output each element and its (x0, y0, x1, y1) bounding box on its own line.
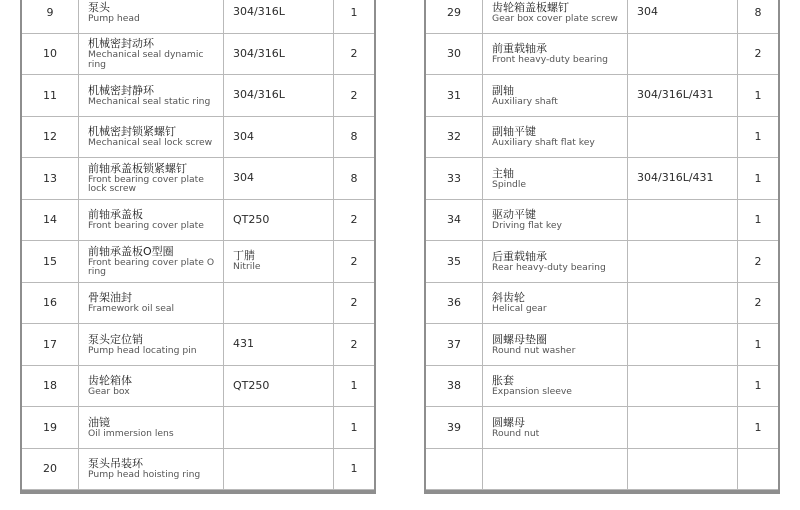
part-name-en: Pump head locating pin (88, 344, 197, 356)
part-name-zh: 泵头定位销 (88, 332, 143, 346)
part-name-en: Gear box (88, 386, 130, 397)
parts-table-right (426, 0, 778, 490)
material-cell (224, 282, 334, 324)
part-name-en: Mechanical seal lock screw (88, 137, 213, 148)
part-name-en: Pump head hoisting ring (88, 469, 201, 480)
part-name-zh: 圆螺母 (492, 415, 525, 429)
part-number-cell: 39 (426, 407, 483, 449)
quantity-cell: 1 (334, 0, 375, 33)
quantity-cell: 2 (334, 282, 375, 324)
part-name-zh: 前轴承盖板O型圈 (88, 244, 174, 258)
part-name-cell (483, 241, 628, 283)
part-name-cell (79, 324, 224, 366)
part-number-cell: 35 (426, 241, 483, 283)
part-name-en: Driving flat key (492, 220, 562, 231)
part-number-cell: 33 (426, 158, 483, 200)
part-name-cell (483, 158, 628, 200)
part-name-cell (79, 407, 224, 449)
table-row (22, 158, 374, 200)
material-cell (224, 0, 334, 33)
part-name-zh: 后重载轴承 (492, 249, 547, 263)
table-row (426, 407, 778, 449)
part-name-zh: 主轴 (492, 166, 514, 180)
quantity-cell: 1 (738, 365, 779, 407)
material-cell (224, 241, 334, 283)
material-cell (224, 365, 334, 407)
part-name-zh: 齿轮箱体 (88, 374, 132, 387)
material-text: 304 (233, 171, 254, 185)
part-name-cell (79, 116, 224, 158)
part-name-zh: 骨架油封 (88, 291, 132, 304)
part-name-en: Front bearing cover plate O ring (88, 256, 215, 278)
material-cell (224, 75, 334, 117)
table-row (22, 33, 374, 75)
part-name-zh: 机械密封锁紧螺钉 (88, 125, 176, 138)
part-name-en: Round nut (492, 427, 540, 439)
material-cell (224, 33, 334, 75)
part-name-cell (483, 199, 628, 241)
table-row (426, 282, 778, 324)
material-cell (628, 241, 738, 283)
quantity-cell: 1 (738, 158, 779, 200)
quantity-cell: 1 (738, 116, 779, 158)
material-cell (628, 448, 738, 490)
part-number-cell: 15 (22, 241, 79, 283)
part-name-cell (483, 282, 628, 324)
part-number-cell: 30 (426, 33, 483, 75)
material-cell (628, 158, 738, 200)
table-row (426, 324, 778, 366)
part-name-zh: 圆螺母垫圈 (492, 332, 547, 346)
table-row (22, 282, 374, 324)
part-name-cell (79, 241, 224, 283)
material-cell (628, 199, 738, 241)
quantity-cell: 2 (738, 33, 779, 75)
part-name-zh: 泵头吊装环 (88, 457, 143, 470)
part-name-en: Auxiliary shaft flat key (492, 137, 595, 148)
table-row (22, 199, 374, 241)
part-name-cell (79, 0, 224, 33)
material-cell (628, 282, 738, 324)
part-name-cell (79, 282, 224, 324)
material-text: 304 (637, 5, 658, 19)
quantity-cell: 1 (334, 365, 375, 407)
table-row (426, 448, 778, 490)
part-number-cell: 20 (22, 448, 79, 490)
part-name-en: Auxiliary shaft (492, 95, 558, 107)
part-name-en: Front bearing cover plate (88, 220, 204, 231)
part-number-cell: 36 (426, 282, 483, 324)
table-row (426, 75, 778, 117)
part-name-zh: 机械密封动环 (88, 37, 154, 51)
quantity-cell: 2 (738, 282, 779, 324)
material-cell (224, 407, 334, 449)
material-text-en: Nitrile (233, 261, 261, 273)
part-name-cell (483, 33, 628, 75)
quantity-cell: 2 (334, 75, 375, 117)
material-text: 431 (233, 337, 254, 351)
table-row (426, 0, 778, 33)
part-number-cell: 11 (22, 75, 79, 117)
material-cell (628, 116, 738, 158)
material-text: 304/316L (233, 46, 285, 60)
material-cell (628, 75, 738, 117)
quantity-cell: 1 (738, 407, 779, 449)
quantity-cell: 8 (738, 0, 779, 33)
part-name-en: Pump head (88, 12, 140, 24)
material-text: 304/316L (233, 5, 285, 19)
part-name-cell (483, 75, 628, 117)
table-row (22, 448, 374, 490)
table-row (22, 241, 374, 283)
part-name-cell (79, 75, 224, 117)
part-number-cell: 10 (22, 33, 79, 75)
material-text: QT250 (233, 212, 270, 226)
part-name-en: Front heavy-duty bearing (492, 54, 609, 65)
material-text: 丁腈 (233, 249, 255, 263)
table-row (22, 407, 374, 449)
quantity-cell: 8 (334, 116, 375, 158)
table-row (426, 199, 778, 241)
part-name-en: Round nut washer (492, 344, 576, 356)
parts-table-left (22, 0, 374, 490)
part-number-cell: 31 (426, 75, 483, 117)
part-name-cell (483, 116, 628, 158)
parts-table-left-panel (20, 0, 376, 494)
part-name-zh: 副轴平键 (492, 125, 536, 138)
material-cell (628, 0, 738, 33)
part-name-cell (79, 448, 224, 490)
part-number-cell: 38 (426, 365, 483, 407)
quantity-cell: 2 (334, 241, 375, 283)
table-row (22, 75, 374, 117)
material-cell (224, 116, 334, 158)
part-number-cell: 34 (426, 199, 483, 241)
part-number-cell: 14 (22, 199, 79, 241)
material-cell (628, 407, 738, 449)
material-text: 304/316L/431 (637, 88, 714, 102)
part-number-cell: 37 (426, 324, 483, 366)
part-name-zh: 前重载轴承 (492, 42, 547, 55)
part-name-zh: 前轴承盖板锁紧螺钉 (88, 161, 187, 175)
part-name-en: Framework oil seal (88, 303, 175, 314)
part-name-cell (79, 158, 224, 200)
part-number-cell: 19 (22, 407, 79, 449)
table-row (426, 116, 778, 158)
part-name-en: Front bearing cover plate lock screw (88, 173, 204, 195)
table-row (426, 158, 778, 200)
part-name-zh: 副轴 (492, 83, 514, 97)
part-name-en: Mechanical seal static ring (88, 95, 211, 107)
quantity-cell: 1 (738, 199, 779, 241)
material-cell (628, 324, 738, 366)
part-number-cell: 18 (22, 365, 79, 407)
material-text: 304/316L/431 (637, 171, 714, 185)
table-row (426, 241, 778, 283)
table-row (22, 116, 374, 158)
part-number-cell: 13 (22, 158, 79, 200)
part-name-zh: 机械密封静环 (88, 83, 154, 97)
part-name-cell (483, 407, 628, 449)
material-text: 304 (233, 129, 254, 143)
quantity-cell: 1 (334, 448, 375, 490)
part-number-cell: 29 (426, 0, 483, 33)
part-number-cell (426, 448, 483, 490)
parts-table-right-panel (424, 0, 780, 494)
table-row (22, 365, 374, 407)
part-name-zh: 前轴承盖板 (88, 208, 143, 221)
part-number-cell: 16 (22, 282, 79, 324)
quantity-cell: 1 (738, 75, 779, 117)
table-row (426, 365, 778, 407)
table-row (22, 0, 374, 33)
quantity-cell: 1 (334, 407, 375, 449)
material-text: QT250 (233, 378, 270, 392)
quantity-cell: 1 (738, 324, 779, 366)
part-name-en: Helical gear (492, 303, 547, 314)
part-name-cell (483, 0, 628, 33)
quantity-cell (738, 448, 779, 490)
part-name-cell (79, 199, 224, 241)
part-name-cell (79, 33, 224, 75)
part-name-zh: 泵头 (88, 0, 110, 14)
quantity-cell: 2 (738, 241, 779, 283)
part-name-en: Gear box cover plate screw (492, 12, 618, 24)
part-name-en: Oil immersion lens (88, 427, 174, 439)
quantity-cell: 2 (334, 199, 375, 241)
part-name-cell (483, 324, 628, 366)
part-name-zh: 胀套 (492, 374, 514, 387)
part-name-en: Mechanical seal dynamic ring (88, 49, 204, 70)
table-row (22, 324, 374, 366)
part-number-cell: 12 (22, 116, 79, 158)
part-name-zh: 斜齿轮 (492, 291, 525, 304)
part-name-en: Spindle (492, 178, 527, 190)
table-row (426, 33, 778, 75)
material-cell (224, 448, 334, 490)
quantity-cell: 8 (334, 158, 375, 200)
material-cell (224, 158, 334, 200)
part-name-cell (79, 365, 224, 407)
part-name-cell (483, 448, 628, 490)
part-number-cell: 17 (22, 324, 79, 366)
part-number-cell: 9 (22, 0, 79, 33)
material-cell (224, 199, 334, 241)
material-cell (224, 324, 334, 366)
part-name-en: Rear heavy-duty bearing (492, 261, 606, 273)
part-name-zh: 齿轮箱盖板螺钉 (492, 0, 569, 14)
part-name-zh: 驱动平键 (492, 208, 536, 221)
material-text: 304/316L (233, 88, 285, 102)
material-cell (628, 365, 738, 407)
quantity-cell: 2 (334, 324, 375, 366)
part-name-zh: 油镜 (88, 415, 110, 429)
material-cell (628, 33, 738, 75)
quantity-cell: 2 (334, 33, 375, 75)
part-number-cell: 32 (426, 116, 483, 158)
part-name-cell (483, 365, 628, 407)
part-name-en: Expansion sleeve (492, 386, 572, 397)
